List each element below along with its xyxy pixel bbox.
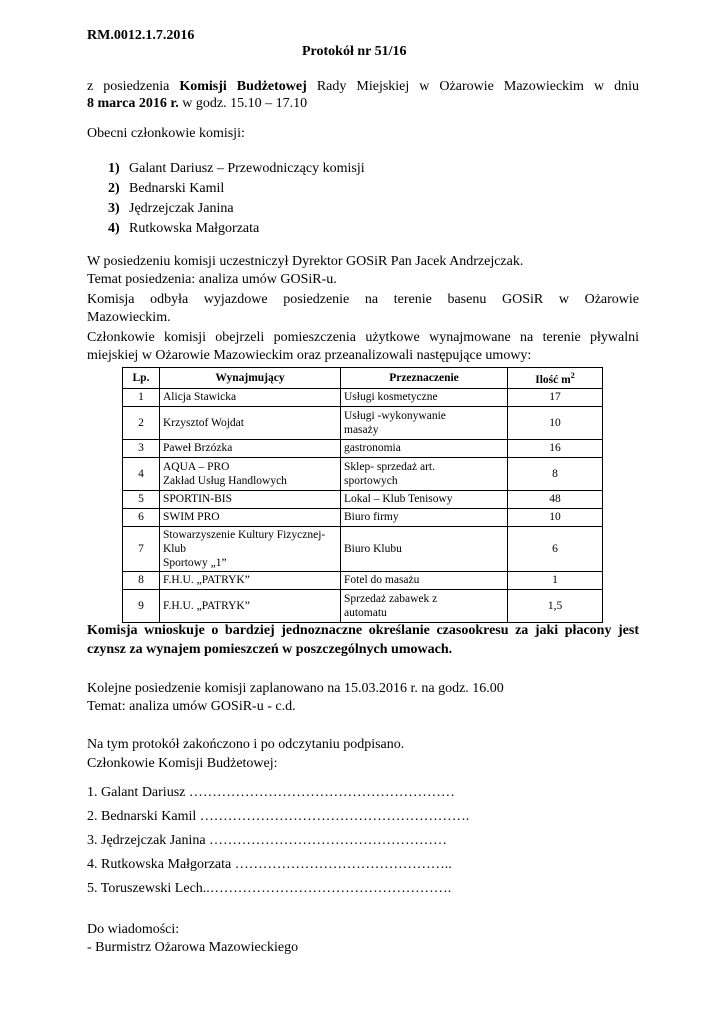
distribution-item: - Burmistrz Ożarowa Mazowieckiego [87, 940, 299, 955]
document-title: Protokół nr 51/16 [302, 44, 407, 59]
table-row: 7 Stowarzyszenie Kultury Fizycznej-Klub Sportowy „1” Biuro Klubu 6 [123, 526, 603, 571]
header-tenant: Wynajmujący [160, 368, 341, 389]
table-row: 5 SPORTIN-BIS Lokal – Klub Tenisowy 48 [123, 490, 603, 508]
table-row: 2 Krzysztof Wojdat Usługi -wykonywanie masaży 10 [123, 406, 603, 439]
conclusion-line-2: czynsz za wynajem pomieszczeń w poszczególnych umowach. [87, 642, 453, 657]
next-meeting: Kolejne posiedzenie komisji zaplanowano na 15.03.2016 r. na godz. 16.00 [87, 681, 504, 696]
header-lp: Lp. [123, 368, 160, 389]
members-heading: Obecni członkowie komisji: [87, 126, 245, 141]
table-header-row [123, 368, 603, 389]
table-row: 1 Alicja Stawicka Usługi kosmetyczne 17 [123, 388, 603, 406]
header-area: Ilość $m^2$ [508, 368, 603, 389]
next-topic: Temat: analiza umów GOSiR-u - c.d. [87, 699, 296, 714]
review-line-1: Członkowie komisji obejrzeli pomieszczenia użytkowe wynajmowane na terenie pływalni [87, 330, 639, 345]
table-row: 3 Paweł Brzózka gastronomia 16 [123, 439, 603, 457]
guest-paragraph: W posiedzeniu komisji uczestniczył Dyrektor GOSiR Pan Jacek Andrzejczak. [87, 254, 524, 269]
table-row: 9 F.H.U. „PATRYK” Sprzedaż zabawek z automatu 1,5 [123, 589, 603, 622]
signature-line: 3. Jędrzejczak Janina …………………………………………… [87, 833, 448, 848]
review-line-2: miejskiej w Ożarowie Mazowieckim oraz przeanalizowali następujące umowy: [87, 348, 532, 363]
signature-line: 5. Toruszewski Lech..……………………………………………. [87, 881, 452, 896]
rental-table [122, 367, 603, 623]
header-purpose: Przeznaczenie [341, 368, 508, 389]
closing-statement: Na tym protokół zakończono i po odczytaniu podpisano. [87, 737, 405, 752]
table-row: 4 AQUA – PRO Zakład Usług Handlowych Sklep- sprzedaż art. sportowych 8 [123, 457, 603, 490]
intro-line-2: 8 marca 2016 r. w godz. 15.10 – 17.10 [87, 96, 308, 111]
table-row: 8 F.H.U. „PATRYK” Fotel do masażu 1 [123, 571, 603, 589]
signatories-heading: Członkowie Komisji Budżetowej: [87, 756, 278, 771]
committee-name: Komisji Budżetowej [179, 79, 307, 94]
visit-line-2: Mazowieckim. [87, 310, 171, 325]
list-item: 1) Galant Dariusz – Przewodniczący komisji [108, 161, 365, 176]
intro-line-1: z posiedzenia Komisji Budżetowej Rady Miejskiej w Ożarowie Mazowieckim w dniu [87, 79, 639, 94]
topic-paragraph: Temat posiedzenia: analiza umów GOSiR-u. [87, 272, 337, 287]
signature-line: 1. Galant Dariusz ………………………………………………… [87, 785, 455, 800]
signature-line: 2. Bednarski Kamil …………………………………………………. [87, 809, 470, 824]
reference-number: RM.0012.1.7.2016 [87, 28, 195, 43]
list-item: 3) Jędrzejczak Janina [108, 201, 234, 216]
list-item: 2) Bednarski Kamil [108, 181, 225, 196]
visit-line-1: Komisja odbyła wyjazdowe posiedzenie na terenie basenu GOSiR w Ożarowie [87, 292, 639, 307]
signature-line: 4. Rutkowska Małgorzata ……………………………………….. [87, 857, 452, 872]
distribution-heading: Do wiadomości: [87, 922, 180, 937]
conclusion-line-1: Komisja wnioskuje o bardziej jednoznaczne określanie czasookresu za jaki płacony jest [87, 623, 639, 638]
table-row: 6 SWIM PRO Biuro firmy 10 [123, 508, 603, 526]
list-item: 4) Rutkowska Małgorzata [108, 221, 260, 236]
meeting-date: 8 marca 2016 r. [87, 96, 179, 111]
members-list [108, 160, 365, 240]
